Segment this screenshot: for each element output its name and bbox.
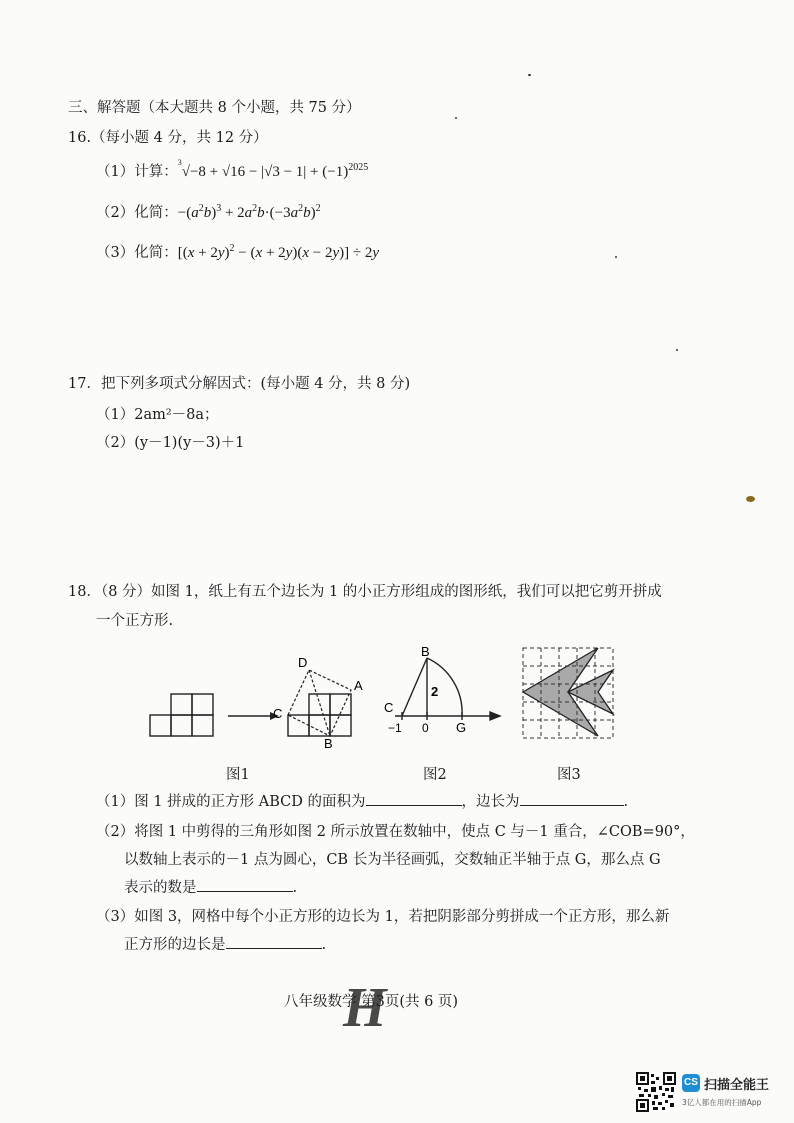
scan-speck [746,496,755,502]
figure2-label-two: 2 [431,684,439,699]
scanner-app-slogan: 3亿人都在用的扫描App [682,1098,762,1107]
figure1-label-a: A [354,678,363,693]
scan-speck [615,256,617,258]
q16-part1 [96,160,368,181]
watermark-logo: H [343,977,381,1039]
q16-part3-expr: $[(x + 2y)^2 - (x + 2y)(x - 2y)] \div 2y$ [177,243,380,261]
q18-part3-blank[interactable] [226,934,322,949]
q16-part1-expr: $^3√-8 + √16 - |√3 - 1| + (-1)^{2025}$ [177,158,369,180]
q18-part2-blank[interactable] [197,877,293,892]
scanner-app-logo: CS [682,1074,700,1092]
q18-part3-text: 正方形的边长是 [124,937,226,953]
q18-part1-blank-side[interactable] [520,791,624,806]
figure1-label-d: D [298,655,308,670]
q18-part2-line3 [124,876,297,897]
q18-figures [140,640,700,752]
q18-part1-blank-area[interactable] [366,791,462,806]
figure2-label-c: C [384,700,394,715]
figure1-caption: 图1 [226,767,250,783]
scanner-app-name: 扫描全能王 [704,1078,770,1093]
q16-part1-label: （1）计算： [96,164,178,180]
figure1-label-c: C [273,706,283,721]
figure1-square-abcd [288,670,351,736]
q16-part3 [96,241,379,262]
figure2 [395,658,500,720]
figure3-shading [523,648,613,736]
q18-part1 [96,790,628,811]
q18-part1-mid: ，边长为 [461,794,520,810]
q16-part2-expr: $-(a^2b)^3 + 2a^2b\cdot(-3a^2b)^2$ [177,203,321,221]
q17-header: 17．把下列多项式分解因式：(每小题 4 分，共 8 分) [68,376,411,392]
figure2-arrow [490,712,500,720]
figure2-label-zero: 0 [422,721,429,735]
figure1-shape [150,694,213,736]
figure2-segment-cb [402,658,427,716]
page-footer: 八年级数学 第3页(共 6 页) [284,994,459,1010]
q18-part2-line2: 以数轴上表示的－1 点为圆心，CB 长为半径画弧，交数轴正半轴于点 G，那么点 G [124,852,661,868]
q18-part1-text: （1）图 1 拼成的正方形 ABCD 的面积为 [96,794,366,810]
figure1-arrow [228,712,279,720]
scan-speck [676,349,678,351]
scan-speck [528,74,531,76]
q18-part2-line1: （2）将图 1 中剪得的三角形如图 2 所示放置在数轴中，使点 C 与－1 重合，∠COB=90°， [96,824,695,840]
q16-part3-label: （3）化简： [96,245,178,261]
q17-part2: （2）(y－1)(y－3)＋1 [96,435,245,451]
section-title: 三、解答题（本大题共 8 个小题，共 75 分） [68,100,361,116]
q18-line2: 一个正方形. [96,613,174,629]
q17-part1: （1）2am²－8a； [96,407,219,423]
scan-speck [455,117,457,119]
figure2-label-b: B [421,644,430,659]
q18-part2-end: . [292,880,298,896]
q16-header: 16.（每小题 4 分，共 12 分） [68,130,268,146]
figure2-label-g: G [456,720,467,735]
figure2-caption: 图2 [423,767,447,783]
q18-part3-line2 [124,933,326,954]
q16-part1-exponent: 2025 [348,162,369,173]
q18-part3-end: . [321,937,327,953]
figure1-cut [288,694,351,736]
figure1-label-b: B [324,736,333,751]
q16-part2-label: （2）化简： [96,205,178,221]
qr-code-icon [636,1072,676,1112]
figure2-label-minus1: −1 [388,721,402,735]
q16-part2 [96,201,321,222]
q18-part2-text: 表示的数是 [124,880,197,896]
q18-line1: 18．（8 分）如图 1，纸上有五个边长为 1 的小正方形组成的图形纸，我们可以把它剪开拼成 [68,584,662,600]
figure3-caption: 图3 [557,767,581,783]
q18-part3-line1: （3）如图 3，网格中每个小正方形的边长为 1，若把阴影部分剪拼成一个正方形，那么新 [96,909,670,925]
q18-part1-end: . [623,794,629,810]
